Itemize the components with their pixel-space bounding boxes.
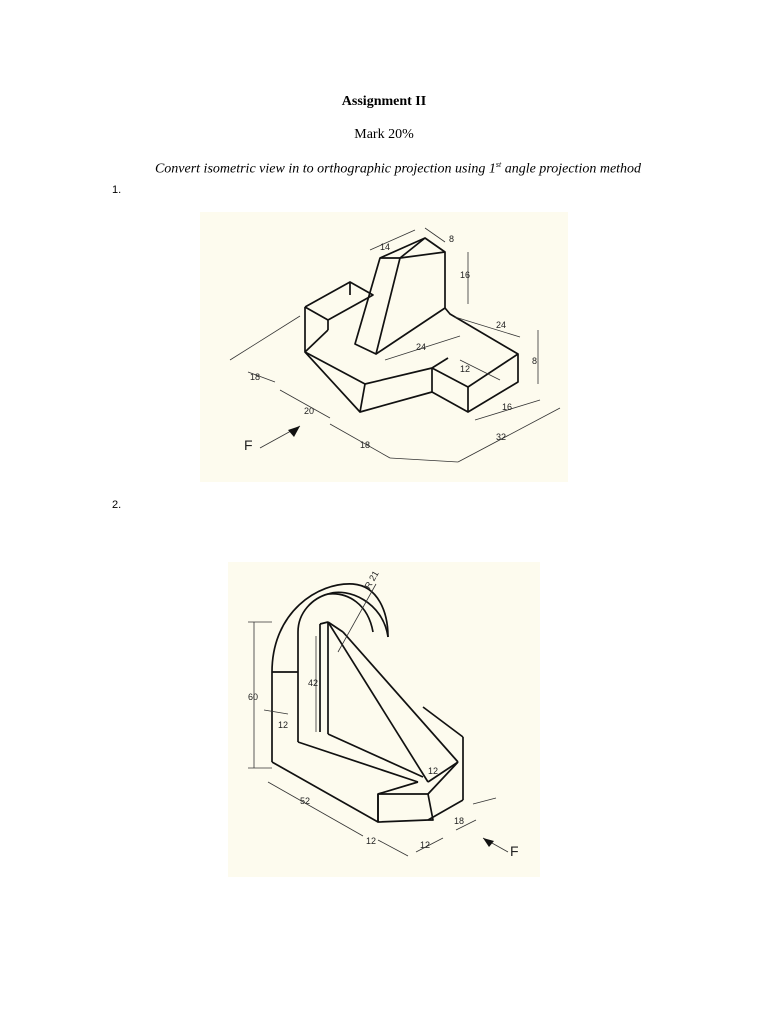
dim-label: 20 bbox=[304, 406, 315, 416]
dim-label: 42 bbox=[308, 678, 319, 688]
dim-label: 18 bbox=[360, 440, 371, 450]
assignment-title: Assignment II bbox=[341, 94, 427, 109]
mark-weight: Mark 20% bbox=[354, 127, 414, 142]
dim-label: 24 bbox=[496, 320, 507, 330]
instruction-superscript: st bbox=[495, 160, 502, 169]
dim-label: 18 bbox=[454, 816, 465, 826]
dim-label: 16 bbox=[502, 402, 513, 412]
dim-label: 52 bbox=[300, 796, 311, 806]
dim-label: 60 bbox=[248, 692, 259, 702]
isometric-figure-2 bbox=[228, 562, 540, 877]
dim-label: 8 bbox=[449, 234, 455, 244]
problem-1-number: 1. bbox=[112, 184, 122, 196]
dim-label: 12 bbox=[420, 840, 431, 850]
dimension-lines-1 bbox=[230, 228, 560, 462]
view-arrow-head-1 bbox=[288, 426, 300, 437]
object-outline-2 bbox=[272, 584, 463, 822]
front-view-label: F bbox=[510, 843, 519, 859]
dim-label: 18 bbox=[250, 372, 261, 382]
isometric-drawing-2 bbox=[228, 562, 540, 877]
instruction-tail: angle projection method bbox=[501, 161, 642, 177]
isometric-figure-1 bbox=[200, 212, 568, 482]
dim-label: 24 bbox=[416, 342, 427, 352]
dim-label: 12 bbox=[428, 766, 439, 776]
isometric-drawing-1 bbox=[200, 212, 568, 482]
problem-2-number: 2. bbox=[112, 499, 122, 511]
instruction-main: Convert isometric view in to orthographic projection using 1 bbox=[154, 161, 496, 177]
view-arrow-head-2 bbox=[483, 838, 494, 847]
dim-label: 12 bbox=[366, 836, 377, 846]
dim-label: R 21 bbox=[362, 568, 381, 591]
instruction-text bbox=[0, 160, 768, 178]
dim-label: 12 bbox=[460, 364, 471, 374]
dim-label: 16 bbox=[460, 270, 471, 280]
dim-label: 14 bbox=[380, 242, 391, 252]
dim-label: 12 bbox=[278, 720, 289, 730]
object-outline-1 bbox=[305, 238, 518, 412]
front-view-label: F bbox=[244, 437, 253, 453]
dim-label: 8 bbox=[532, 356, 538, 366]
dim-label: 32 bbox=[496, 432, 507, 442]
